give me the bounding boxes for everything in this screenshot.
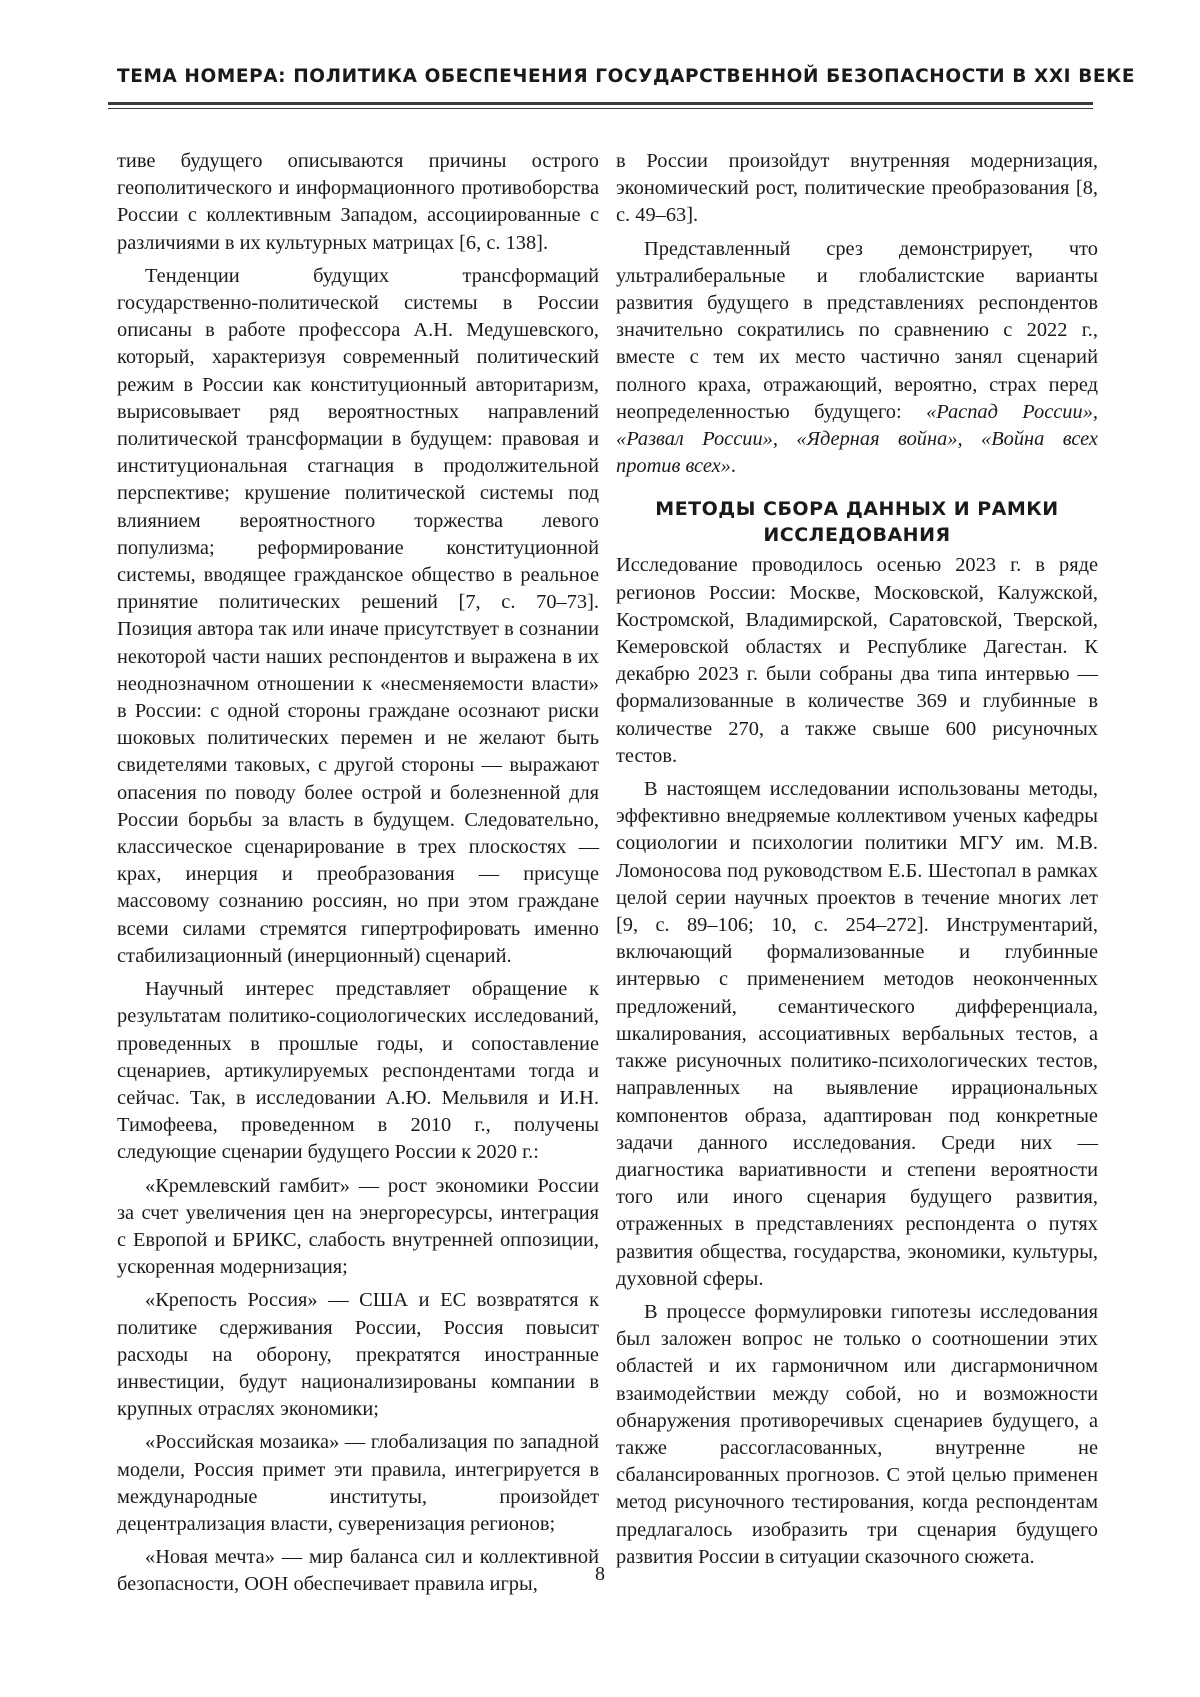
running-header: ТЕМА НОМЕРА: ПОЛИТИКА ОБЕСПЕЧЕНИЯ ГОСУДАРСТВЕННОЙ БЕЗОПАСНОСТИ В XXI ВЕКЕ <box>117 66 1136 87</box>
scenario-paragraph: «Кремлевский гамбит» — рост экономики России за счет увеличения цен на энергоресурсы, интеграция с Европой и БРИКС, слабость внутренней оппозиции, ускоренная модернизация; <box>117 1174 599 1279</box>
paragraph: Научный интерес представляет обращение к результатам политико-социологических исследований, проведенных в прошлые годы, и сопоставление сценариев, артикулируемых респондентами тогда и сейчас. Так, в исследовании А.Ю. Мельвиля и И.Н. Тимофеева, проведенном в 2010 г., получены следующие сценарии будущего России к 2020 г.: <box>117 978 599 1164</box>
scenario-paragraph: «Крепость Россия» — США и ЕС возвратятся к политике сдерживания России, Россия повысит расходы на оборону, прекратятся иностранные инвестиции, будут национализированы компании в крупных отраслях экономики; <box>117 1289 599 1421</box>
paragraph: В настоящем исследовании использованы методы, эффективно внедряемые коллективом ученых кафедры социологии и психологии политики МГУ им. М.В. Ломоносова под руководством Е.Б. Шестопал в рамках целой серии научных проектов в течение многих лет [9, с. 89–106; 10, с. 254–272]. Инструментарий, включающий формализованные и глубинные интервью с применением методов неоконченных предложений, семантического дифференциала, шкалирования, ассоциативных вербальных тестов, а также рисуночных политико-психологических тестов, направленных на выявление иррациональных компонентов образа, адаптирован под конкретные задачи данного исследования. Среди них — диагностика вариативности и степени вероятности того или иного сценария будущего развития, отраженных в представлениях респондента о путях развития общества, государства, экономики, культуры, духовной сферы. <box>616 778 1098 1290</box>
paragraph: Тенденции будущих трансформаций государственно-политической системы в России описаны в работе профессора А.Н. Медушевского, который, характеризуя современный политический режим в России как конституционный авторитаризм, вырисовывает ряд вероятностных направлений политической трансформации в будущем: правовая и институциональная стагнация в продолжительной перспективе; крушение политической системы под влиянием вероятностного торжества левого популизма; реформирование конституционной системы, вводящее гражданское общество в реальное принятие политических решений [7, с. 70–73]. Позиция автора так или иначе присутствует в сознании некоторой части наших респондентов и выражена в их неоднозначном отношении к «несменяемости власти» в России: с одной стороны граждане осознают риски шоковых политических перемен и не желают быть свидетелями таковых, с другой стороны — выражают опасения по поводу более острой и болезненной для России борьбы за власть в будущем. Следовательно, классическое сценарирование в трех плоскостях — крах, инерция и преобразования — присуще массовому сознанию россиян, но при этом граждане всеми силами стремятся гипертрофировать именно стабилизационный (инерционный) сценарий. <box>117 264 599 967</box>
paragraph: в России произойдут внутренняя модернизация, экономический рост, политические преобразования [8, с. 49–63]. <box>616 150 1098 227</box>
paragraph-text: Представленный срез демонстрирует, что ультралиберальные и глобалистские варианты развития будущего в представлениях респондентов значительно сократились по сравнению с 2022 г., вместе с тем их место частично занял сценарий полного краха, отражающий, вероятно, страх перед неопределенностью будущего: <box>616 237 1098 423</box>
paragraph: тиве будущего описываются причины острого геополитического и информационного противоборства России с коллективным Западом, ассоциированные с различиями в их культурных матрицах [6, с. 138]. <box>117 150 599 254</box>
paragraph: В процессе формулировки гипотезы исследования был заложен вопрос не только о соотношении этих областей и их гармоничном или дисгармоничном взаимодействии между собой, но и возможности обнаружения противоречивых сценариев будущего, а также рассогласованных, внутренне не сбалансированных прогнозов. С этой целью применен метод рисуночного тестирования, когда респондентам предлагалось изобразить три сценария будущего развития России в ситуации сказочного сюжета. <box>616 1300 1098 1568</box>
scenario-paragraph: «Российская мозаика» — глобализация по западной модели, Россия примет эти правила, интегрируется в международные институты, произойдет децентрализация власти, суверенизация регионов; <box>117 1431 599 1535</box>
left-column <box>117 148 599 1605</box>
paragraph-end: . <box>730 455 736 478</box>
right-column <box>616 148 1098 1577</box>
paragraph: Исследование проводилось осенью 2023 г. в ряде регионов России: Москве, Московской, Калужской, Костромской, Владимирской, Саратовской, Тверской, Кемеровской областях и Республике Дагестан. К декабрю 2023 г. были собраны два типа интервью — формализованные в количестве 369 и глубинные в количестве 270, а также свыше 600 рисуночных тестов. <box>616 554 1098 767</box>
header-rule-thin <box>108 108 1093 109</box>
scenario-paragraph: «Новая мечта» — мир баланса сил и коллективной безопасности, ООН обеспечивает правила игры, <box>117 1546 599 1596</box>
section-heading: МЕТОДЫ СБОРА ДАННЫХ И РАМКИ ИССЛЕДОВАНИЯ <box>655 498 1059 547</box>
header-rule-thick <box>108 102 1093 105</box>
page-number: 8 <box>595 1563 605 1585</box>
paragraph <box>616 236 1098 481</box>
italic-quotes: «Распад России», «Развал России», «Ядерная война», «Война всех против всех» <box>616 400 1098 478</box>
